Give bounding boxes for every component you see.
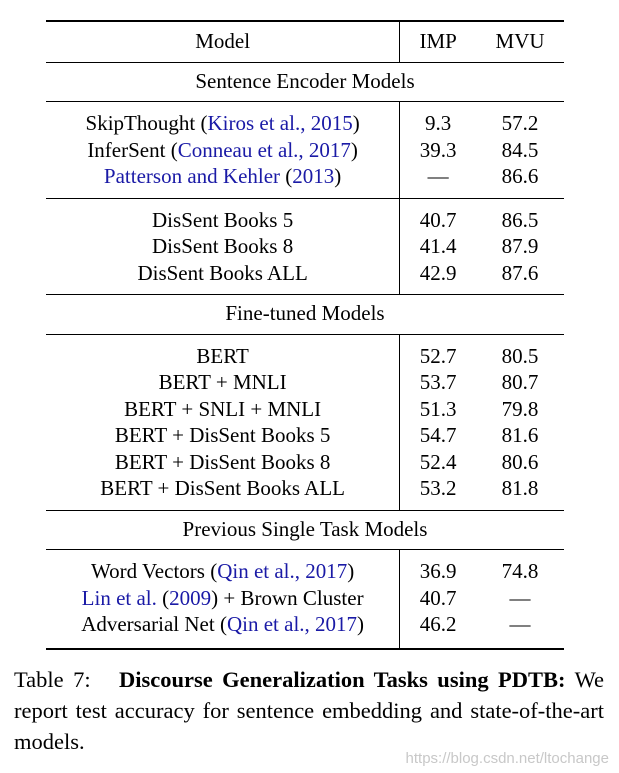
mvu-value: 80.5 bbox=[501, 343, 539, 368]
mvu-value: 81.8 bbox=[476, 475, 564, 510]
model-name: BERT + SNLI + MNLI bbox=[124, 396, 322, 421]
model-cell bbox=[46, 422, 400, 449]
section-header-row bbox=[46, 62, 564, 102]
model-name: BERT + MNLI bbox=[158, 370, 287, 394]
citation-link: Qin et al., 2017 bbox=[217, 559, 348, 583]
imp-value: 54.7 bbox=[419, 423, 457, 447]
table-body bbox=[46, 62, 564, 649]
imp-value: 53.2 bbox=[400, 475, 476, 510]
model-name: DisSent Books 5 bbox=[152, 207, 294, 232]
caption-bold-text: Discourse Generalization Tasks using PDTB: bbox=[118, 667, 566, 692]
imp-value: 51.3 bbox=[419, 396, 457, 421]
citation-link: Qin et al., 2017 bbox=[226, 612, 358, 636]
section-header-row bbox=[46, 510, 564, 550]
citation-year: 2009 bbox=[169, 585, 212, 610]
mvu-value: 74.8 bbox=[501, 559, 539, 583]
section-header-row bbox=[46, 295, 564, 335]
imp-value: 46.2 bbox=[400, 611, 476, 649]
table-row bbox=[46, 369, 564, 396]
imp-value: 41.4 bbox=[419, 234, 457, 258]
mvu-value: 81.6 bbox=[501, 423, 539, 447]
model-cell bbox=[46, 449, 400, 476]
header-row bbox=[46, 21, 564, 62]
table-row bbox=[46, 396, 564, 423]
model-cell bbox=[46, 475, 400, 510]
table-row bbox=[46, 585, 564, 612]
citation-link: Kiros et al., 2015 bbox=[207, 111, 353, 135]
results-table bbox=[46, 20, 564, 650]
citation-link: Conneau et al., 2017 bbox=[177, 137, 351, 162]
model-name: BERT bbox=[196, 343, 249, 368]
citation-year: 2013 bbox=[292, 164, 335, 188]
mvu-value: 86.5 bbox=[501, 207, 539, 232]
imp-value: 53.7 bbox=[419, 370, 457, 394]
model-name: BERT + DisSent Books ALL bbox=[100, 476, 345, 500]
model-cell: SkipThought (Kiros et al., 2015) bbox=[46, 102, 400, 137]
imp-value: 9.3 bbox=[425, 111, 452, 135]
section-title: Fine-tuned Models bbox=[46, 295, 564, 335]
mvu-value: — bbox=[509, 585, 531, 610]
imp-value: 40.7 bbox=[419, 585, 457, 610]
imp-value: 39.3 bbox=[419, 137, 457, 162]
mvu-value: 87.9 bbox=[501, 234, 539, 258]
watermark: https://blog.csdn.net/ltochange bbox=[405, 750, 609, 767]
model-cell: Adversarial Net (Qin et al., 2017) bbox=[46, 611, 400, 649]
caption-label: Table 7: bbox=[14, 667, 91, 692]
table-row bbox=[46, 233, 564, 260]
model-cell bbox=[46, 369, 400, 396]
table-row bbox=[46, 449, 564, 476]
table-row bbox=[46, 550, 564, 585]
citation-link: Lin et al. bbox=[81, 585, 157, 610]
imp-value: 52.4 bbox=[419, 449, 457, 474]
model-name: + Brown Cluster bbox=[218, 585, 364, 610]
model-cell: InferSent (Conneau et al., 2017) bbox=[46, 137, 400, 164]
mvu-value: — bbox=[476, 611, 564, 649]
caption-text: We report test accuracy for sentence embedding and state-of-the-art models. bbox=[14, 667, 605, 754]
model-name: DisSent Books ALL bbox=[137, 260, 308, 285]
mvu-value: 80.7 bbox=[501, 370, 539, 394]
table-row bbox=[46, 611, 564, 649]
model-name: InferSent bbox=[87, 137, 166, 162]
imp-value: — bbox=[400, 163, 476, 198]
table-row bbox=[46, 334, 564, 369]
model-cell: Patterson and Kehler (2013) bbox=[46, 163, 400, 198]
model-cell bbox=[46, 334, 400, 369]
table-row bbox=[46, 422, 564, 449]
header-model: Model bbox=[46, 21, 400, 62]
header-imp: IMP bbox=[400, 21, 476, 62]
model-name: BERT + DisSent Books 8 bbox=[114, 449, 331, 474]
model-name: Word Vectors bbox=[90, 559, 205, 583]
mvu-value: 86.6 bbox=[476, 163, 564, 198]
imp-value: 40.7 bbox=[419, 207, 457, 232]
table-row bbox=[46, 102, 564, 137]
table-row bbox=[46, 137, 564, 164]
mvu-value: 84.5 bbox=[501, 137, 539, 162]
model-cell bbox=[46, 233, 400, 260]
citation-link: Patterson and Kehler bbox=[103, 164, 281, 188]
model-cell: Word Vectors (Qin et al., 2017) bbox=[46, 550, 400, 585]
imp-value: 52.7 bbox=[419, 343, 457, 368]
imp-value: 42.9 bbox=[400, 260, 476, 295]
section-title: Sentence Encoder Models bbox=[46, 62, 564, 102]
section-title: Previous Single Task Models bbox=[46, 510, 564, 550]
table-row bbox=[46, 198, 564, 233]
model-name: SkipThought bbox=[85, 111, 196, 135]
model-name: DisSent Books 8 bbox=[152, 234, 294, 258]
table-caption bbox=[14, 664, 604, 757]
mvu-value: 80.6 bbox=[501, 449, 539, 474]
mvu-value: 57.2 bbox=[501, 111, 539, 135]
model-cell bbox=[46, 396, 400, 423]
table-row bbox=[46, 163, 564, 198]
table-row bbox=[46, 260, 564, 295]
mvu-value: 79.8 bbox=[501, 396, 539, 421]
header-mvu: MVU bbox=[476, 21, 564, 62]
mvu-value: 87.6 bbox=[476, 260, 564, 295]
model-cell bbox=[46, 260, 400, 295]
model-name: BERT + DisSent Books 5 bbox=[114, 423, 331, 447]
model-name: Adversarial Net bbox=[81, 612, 215, 636]
table-row bbox=[46, 475, 564, 510]
model-cell: Lin et al. (2009) + Brown Cluster bbox=[46, 585, 400, 612]
model-cell bbox=[46, 198, 400, 233]
imp-value: 36.9 bbox=[419, 559, 457, 583]
